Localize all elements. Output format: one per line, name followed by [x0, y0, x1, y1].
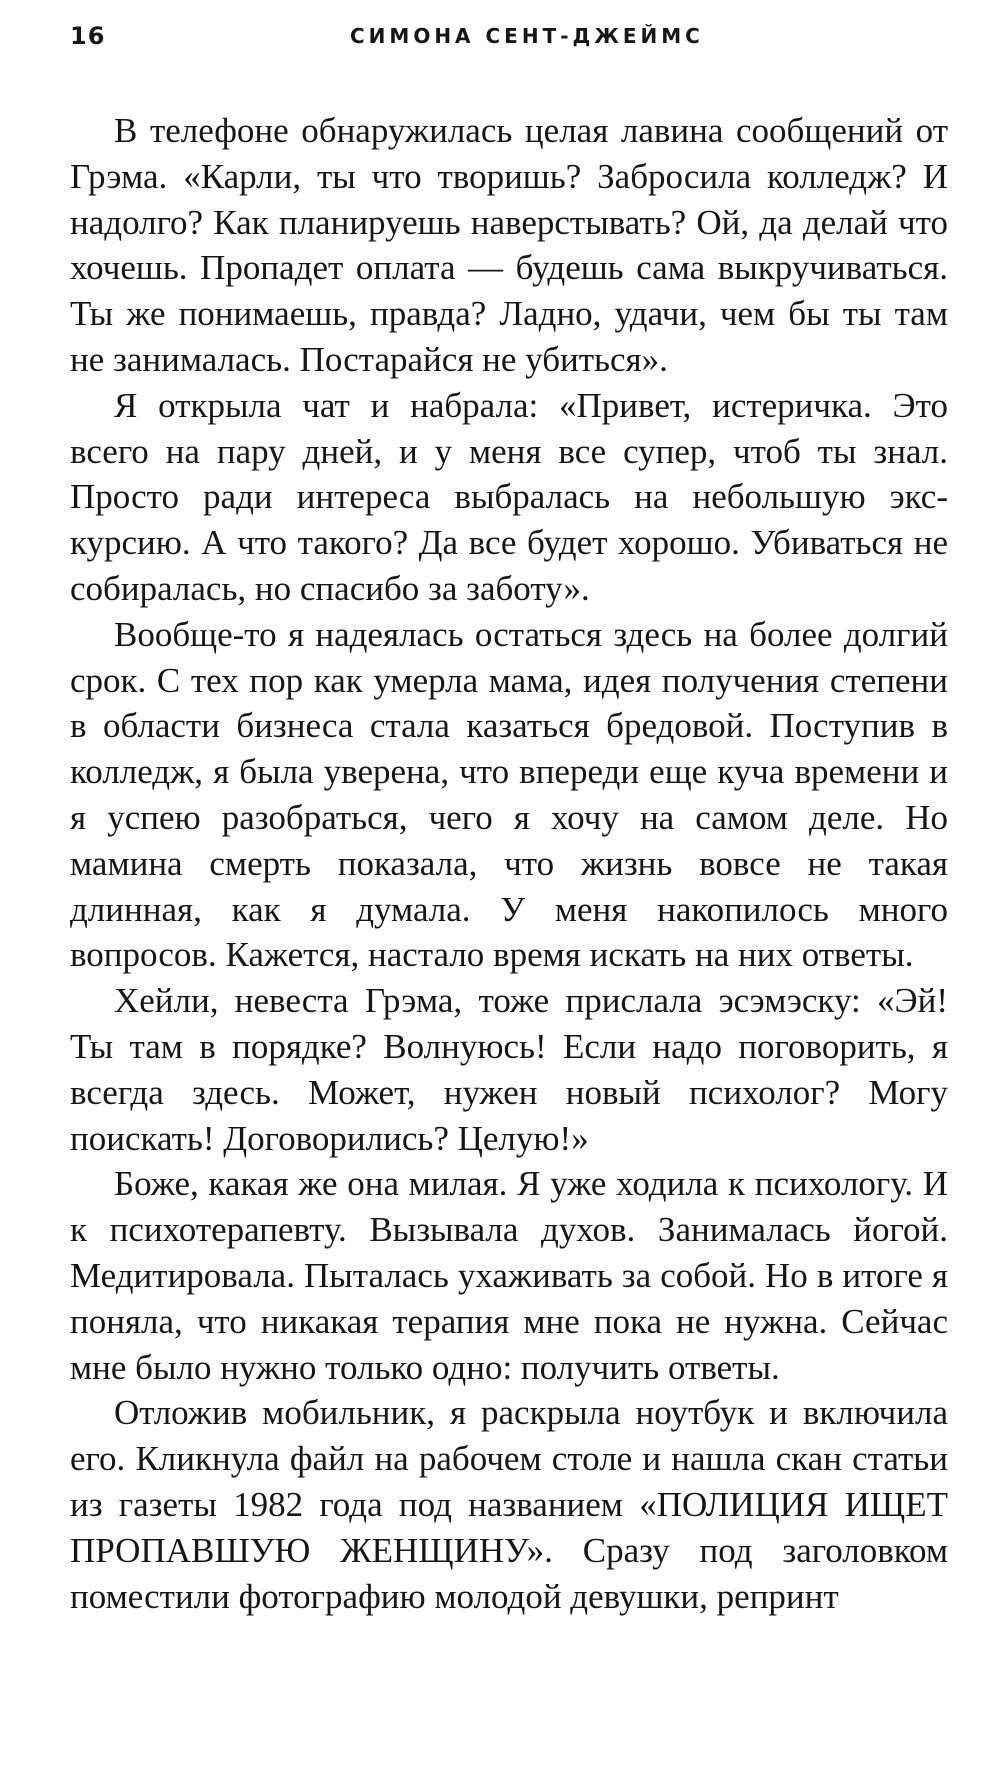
running-title: СИМОНА СЕНТ-ДЖЕЙМС — [350, 24, 704, 48]
page-number: 16 — [70, 22, 106, 50]
page-header — [70, 18, 950, 58]
body-text — [70, 108, 948, 1619]
paragraph: Боже, какая же она милая. Я уже ходила к психологу. И к психотерапевту. Вызывала духов. Занималась йогой. Медитировала. Пыталась ухаживать за собой. Но в итоге я поняла, что никакая терапия мне пока не нужна. Сейчас мне было нужно только одно: получить ответы. — [70, 1164, 948, 1387]
paragraph: Я открыла чат и набрала: «Привет, истеричка. Это всего на пару дней, и у меня все супер, чтоб ты знал. Просто ради интереса выбралась на небольшую экскурсию. А что такого? Да все будет хорошо. Убиваться не собиралась, но спасибо за заботу». — [70, 385, 948, 608]
paragraph: Вообще-то я надеялась остаться здесь на более долгий срок. С тех пор как умерла мама, идея получения степени в области бизнеса стала казаться бредовой. Поступив в колледж, я была уверена, что впереди еще куча времени и я успею разобраться, чего я хочу на самом деле. Но мамина смерть показала, что жизнь вовсе не такая длинная, как я думала. У меня накопилось много вопросов. Кажется, настало время искать на них ответы. — [70, 614, 948, 975]
paragraph: Хейли, невеста Грэма, тоже прислала эсэмэску: «Эй! Ты там в порядке? Волнуюсь! Если надо поговорить, я всегда здесь. Может, нужен новый психолог? Могу поискать! Договорились? Целую!» — [70, 981, 948, 1158]
paragraph: Отложив мобильник, я раскрыла ноутбук и включила его. Кликнула файл на рабочем столе и нашла скан статьи из газеты 1982 года под названием «ПОЛИЦИЯ ИЩЕТ ПРОПАВШУЮ ЖЕНЩИНУ». Сразу под заголовком поместили фотографию молодой девушки, репринт — [70, 1393, 948, 1616]
paragraph: В телефоне обнаружилась целая лавина сообщений от Грэма. «Карли, ты что творишь? Забросила колледж? И надолго? Как планируешь наверстывать? Ой, да делай что хочешь. Пропадет оплата — будешь сама выкручиваться. Ты же понимаешь, правда? Ладно, удачи, чем бы ты там не занималась. Постарайся не убиться». — [70, 111, 948, 379]
